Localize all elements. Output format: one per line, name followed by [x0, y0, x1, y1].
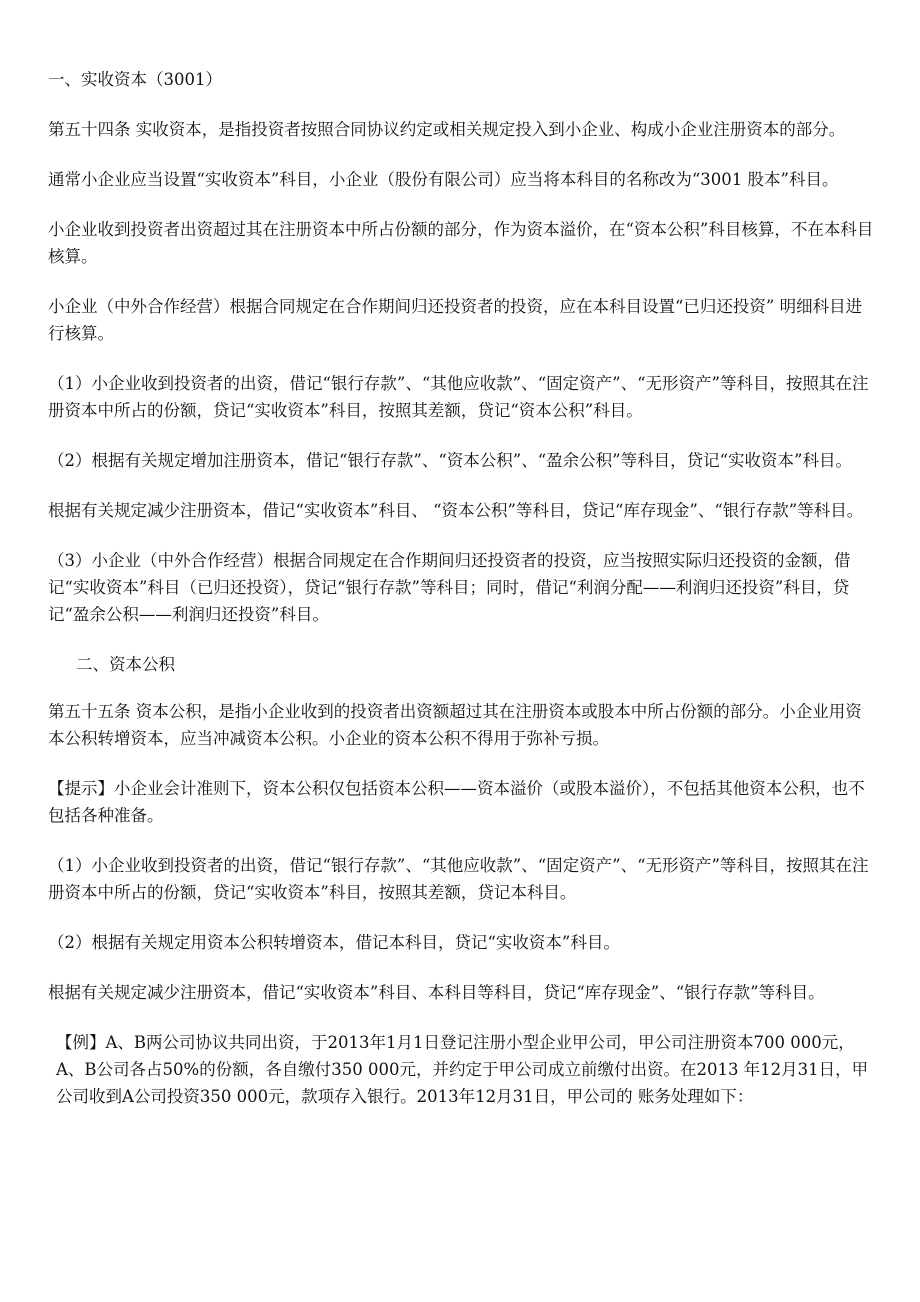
article-54-paragraph: 第五十四条 实收资本，是指投资者按照合同协议约定或相关规定投入到小企业、构成小企业注册资本的部分。: [48, 120, 846, 139]
entry-1-paragraph: （1）小企业收到投资者的出资，借记“银行存款”、“其他应收款”、“固定资产”、“无形资产”等科目，按照其在注册资本中所占的份额，贷记“实收资本”科目，按照其差额，贷记“资本公积”科目。: [48, 374, 869, 420]
section-heading-capital-reserve: 二、资本公积: [76, 655, 175, 674]
reserve-entry-2-paragraph: （2）根据有关规定用资本公积转增资本，借记本科目，贷记“实收资本”科目。: [48, 933, 620, 952]
article-55-paragraph: 第五十五条 资本公积，是指小企业收到的投资者出资额超过其在注册资本或股本中所占份额的部分。小企业用资本公积转增资本，应当冲减资本公积。小企业的资本公积不得用于弥补亏损。: [48, 702, 862, 748]
entry-3-paragraph: （3）小企业（中外合作经营）根据合同规定在合作期间归还投资者的投资，应当按照实际归还投资的金额，借记“实收资本”科目（已归还投资），贷记“银行存款”等科目；同时，借记“利润分配——利润归还投资”科目，贷记“盈余公积——利润归还投资”科目。: [48, 551, 851, 624]
document-body: [48, 66, 876, 1133]
reserve-entry-1-paragraph: （1）小企业收到投资者的出资，借记“银行存款”、“其他应收款”、“固定资产”、“无形资产”等科目，按照其在注册资本中所占的份额，贷记“实收资本”科目，按照其差额，贷记本科目。: [48, 856, 869, 902]
account-setup-paragraph: 通常小企业应当设置“实收资本”科目，小企业（股份有限公司）应当将本科目的名称改为“3001 股本”科目。: [48, 170, 839, 189]
example-paragraph: 【例】A、B两公司协议共同出资，于2013年1月1日登记注册小型企业甲公司，甲公司注册资本700 000元，A、B公司各占50%的份额，各自缴付350 000元，并约定于甲公司成立前缴付出资。在2013 年12月31日，甲公司收到A公司投资350 000元，款项存入银行。2013年12月31日，甲公司的 账务处理如下：: [56, 1033, 869, 1106]
capital-premium-paragraph: 小企业收到投资者出资超过其在注册资本中所占份额的部分，作为资本溢价，在“资本公积”科目核算，不在本科目核算。: [48, 220, 874, 266]
returned-investment-paragraph: 小企业（中外合作经营）根据合同规定在合作期间归还投资者的投资，应在本科目设置“已归还投资” 明细科目进行核算。: [48, 297, 863, 343]
section-heading-paid-in-capital: 一、实收资本（3001）: [48, 70, 222, 89]
reserve-reduce-capital-paragraph: 根据有关规定减少注册资本，借记“实收资本”科目、本科目等科目，贷记“库存现金”、“银行存款”等科目。: [48, 983, 825, 1002]
reduce-capital-paragraph: 根据有关规定减少注册资本，借记“实收资本”科目、 “资本公积”等科目，贷记“库存现金”、“银行存款”等科目。: [48, 501, 864, 520]
entry-2-paragraph: （2）根据有关规定增加注册资本，借记“银行存款”、“资本公积”、“盈余公积”等科目，贷记“实收资本”科目。: [48, 451, 852, 470]
tip-paragraph: 【提示】小企业会计准则下，资本公积仅包括资本公积——资本溢价（或股本溢价），不包括其他资本公积，也不包括各种准备。: [48, 779, 865, 825]
